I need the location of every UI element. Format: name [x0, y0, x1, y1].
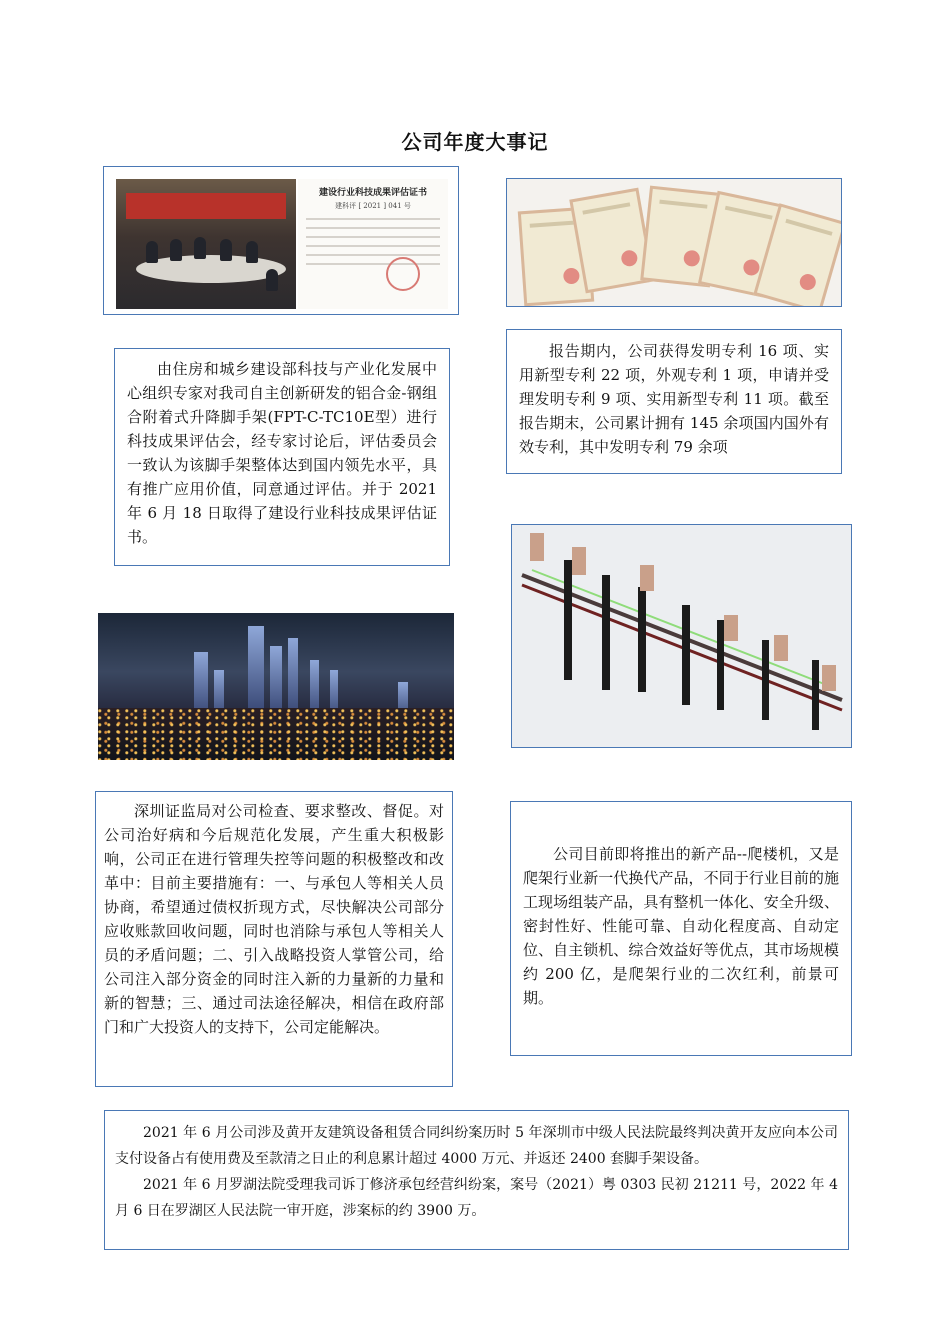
- meeting-attendee: [266, 269, 278, 291]
- patents-text: 报告期内，公司获得发明专利 16 项、实用新型专利 22 项，外观专利 1 项，申请并受理发明专利 9 项、实用新型专利 11 项。截至报告期末，公司累计拥有 145 余项国内国外有效专利，其中发明专利 79 余项: [519, 342, 829, 456]
- certificate-seal: [386, 257, 420, 291]
- litigation-textbox: [104, 1110, 849, 1250]
- new-product-text: 公司目前即将推出的新产品--爬楼机，又是爬架行业新一代换代产品，不同于行业目前的施工现场组装产品，具有整机一体化、安全升级、密封性好、性能可靠、自动化程度高、自动定位、自主锁机、综合效益好等优点，其市场规模约 200 亿，是爬架行业的二次红利，前景可期。: [523, 845, 839, 1007]
- patents-textbox: [506, 329, 842, 474]
- certificate-photo-frame: [103, 166, 459, 315]
- new-product-textbox: [510, 801, 852, 1056]
- patents-photo-frame: [506, 178, 842, 307]
- city-night-photo: [98, 613, 454, 760]
- certificate-title: 建设行业科技成果评估证书: [318, 188, 427, 198]
- conference-table: [136, 255, 286, 283]
- assessment-text: 由住房和城乡建设部科技与产业化发展中心组织专家对我司自主创新研发的铝合金-钢组合附着式升降脚手架(FPT-C-TC10E型）进行科技成果评估会，经专家讨论后，评估委员会一致认为该脚手架整体达到国内领先水平，具有推广应用价值，同意通过评估。并于 2021 年 6 月 18 日取得了建设行业科技成果评估证书。: [127, 360, 437, 546]
- meeting-attendee: [220, 239, 232, 261]
- page-title: 公司年度大事记: [401, 130, 549, 154]
- meeting-attendee: [170, 239, 182, 261]
- meeting-attendee: [194, 237, 206, 259]
- certificate-number: 建科评 [ 2021 ] 041 号: [335, 202, 411, 210]
- litigation-paragraph: 2021 年 6 月罗湖法院受理我司诉丁修济承包经营纠纷案，案号（2021）粤 0303 民初 21211 号，2022 年 4 月 6 日在罗湖区人民法院一审开庭，涉案标的约 3900 万。: [115, 1177, 838, 1219]
- climbing-machine-render: [511, 524, 852, 748]
- meeting-attendee: [246, 241, 258, 263]
- assessment-certificate: [298, 179, 448, 309]
- meeting-attendee: [146, 241, 158, 263]
- meeting-banner: [126, 193, 286, 219]
- machine-drawing: [512, 525, 852, 748]
- assessment-textbox: [114, 348, 450, 566]
- csrc-rectification-textbox: [95, 791, 453, 1087]
- csrc-rectification-text: 深圳证监局对公司检查、要求整改、督促。对公司治好病和今后规范化发展，产生重大积极影响，公司正在进行管理失控等问题的积极整改和改革中：目前主要措施有：一、与承包人等相关人员协商，希望通过债权折现方式，尽快解决公司部分应收账款回收问题，同时也消除与承包人等相关人员的矛盾问题；二、引入战略投资人掌管公司，给公司注入部分资金的同时注入新的力量新的力量和新的智慧；三、通过司法途径解决，相信在政府部门和广大投资人的支持下，公司定能解决。: [104, 802, 444, 1036]
- meeting-photo: [116, 179, 296, 309]
- litigation-paragraph: 2021 年 6 月公司涉及黄开友建筑设备租赁合同纠纷案历时 5 年深圳市中级人民法院最终判决黄开友应向本公司支付设备占有使用费及至款清之日止的利息累计超过 4000 万元、并返还 2400 套脚手架设备。: [115, 1125, 838, 1167]
